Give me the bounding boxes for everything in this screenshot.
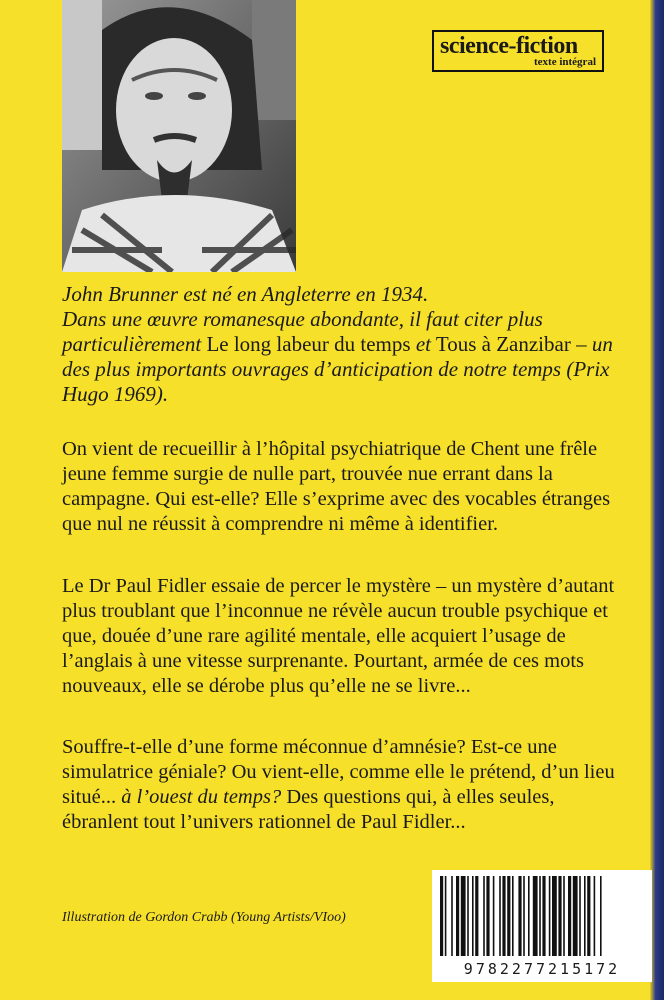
barcode-bar [542, 876, 545, 956]
barcode-bar [539, 876, 541, 956]
barcode-bar [467, 876, 469, 956]
barcode-bar [584, 876, 586, 956]
barcode-bar [518, 876, 521, 956]
summary-paragraph-1: On vient de recueillir à l’hôpital psychiatrique de Chent une frêle jeune femme surgie de nulle part, trouvée nue errant dans la campagne. Qui est-elle? Elle s’exprime avec des vocables étranges que nul ne réussit à comprendre ni même à identifier. [62, 438, 611, 535]
barcode-bar [512, 876, 514, 956]
barcode-bar [475, 876, 478, 956]
barcode-bar [502, 876, 505, 956]
barcode-bar [440, 876, 443, 956]
barcode-bar [558, 876, 561, 956]
barcode-bar [573, 876, 578, 956]
barcode-bar [499, 876, 501, 956]
series-title: science-fiction [440, 33, 578, 59]
bio-sentence-3: – un des plus importants ouvrages d’anticipation de notre temps (Prix Hugo 1969). [62, 332, 613, 406]
summary-paragraph-3 [62, 735, 632, 835]
science-fiction-label [432, 30, 604, 72]
barcode-bar [507, 876, 510, 956]
barcode-bar [456, 876, 459, 956]
barcode-bar [451, 876, 453, 956]
barcode-bar [594, 876, 596, 956]
author-portrait-icon [62, 0, 296, 272]
barcode-bar [461, 876, 466, 956]
barcode-number: 9782277215172 [463, 960, 621, 978]
barcode-bar [600, 876, 602, 956]
barcode-bar [483, 876, 485, 956]
barcode-bar [568, 876, 571, 956]
barcode-bar [486, 876, 489, 956]
series-subtitle: texte intégral [534, 56, 596, 68]
barcode-bar [472, 876, 474, 956]
author-photo [62, 0, 296, 272]
summary-paragraph-2: Le Dr Paul Fidler essaie de percer le mystère – un mystère d’autant plus troublant que l’inconnue ne révèle aucun trouble psychique et que, douée d’une rare agilité mentale, elle acquiert l’usage de l’anglais à une vitesse surprenante. Pourtant, armée de ces mots nouveaux, elle se dérobe plus qu’elle ne se livre... [62, 575, 615, 697]
barcode-bar [563, 876, 565, 956]
isbn-barcode [432, 870, 652, 982]
bio-sentence-1: John Brunner est né en Angleterre en 1934. [62, 282, 429, 306]
book-title-1: Le long labeur du temps [206, 332, 411, 356]
summary-p3-start: Souffre-t-elle d’une forme méconnue d’amnésie? Est-ce une simulatrice géniale? Ou vient-elle, comme elle le prétend, d’un lieu situé... [62, 736, 615, 808]
illustration-credit: Illustration de Gordon Crabb (Young Artists/VIoo) [62, 910, 346, 925]
book-title-2: Tous à Zanzibar [435, 332, 571, 356]
bio-sentence-2: Dans une œuvre romanesque abondante, il faut citer plus particulièrement [62, 307, 543, 356]
cover-right-edge [650, 0, 664, 1000]
barcode-bar [579, 876, 581, 956]
bio-and: et [415, 332, 431, 356]
summary-p3-book-title: à l’ouest du temps? [121, 786, 282, 808]
barcode-bar [523, 876, 525, 956]
barcode-bar [445, 876, 447, 956]
barcode-bar [493, 876, 495, 956]
barcode-bar [587, 876, 590, 956]
barcode-bar [528, 876, 530, 956]
barcode-bar [533, 876, 538, 956]
barcode-bar [549, 876, 551, 956]
author-bio [62, 282, 632, 407]
summary-p3-end: Des questions qui, à elles seules, ébranlent tout l’univers rationnel de Paul Fidler... [62, 786, 555, 833]
barcode-bar [552, 876, 557, 956]
barcode-bars-icon [440, 876, 644, 956]
